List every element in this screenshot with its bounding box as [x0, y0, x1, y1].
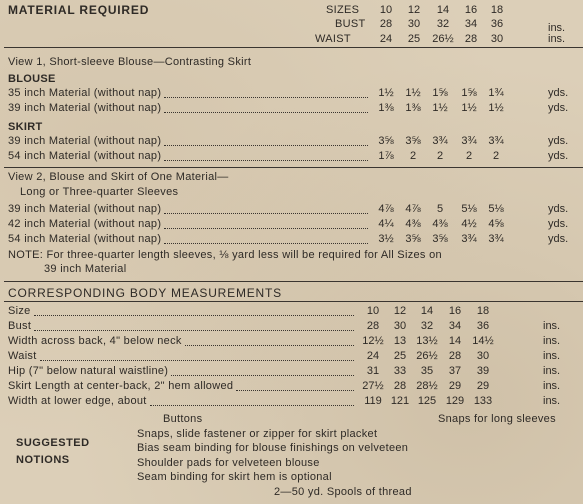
view2-unit: yds. [548, 203, 569, 215]
body-unit: ins. [543, 365, 561, 377]
skirt-cell: 3¾ [488, 135, 504, 147]
sizes-label: SIZES [326, 4, 360, 16]
body-row-label: Size [8, 305, 31, 317]
skirt-row-leader [164, 160, 368, 161]
view2-cell: 4⅜ [432, 218, 448, 230]
blouse-unit: yds. [548, 102, 569, 114]
header-waist-value: 30 [490, 33, 504, 45]
blouse-row-label: 35 inch Material (without nap) [8, 87, 162, 99]
body-row-label: Skirt Length at center-back, 2" hem allowed [8, 380, 234, 392]
header-waist-value: 25 [407, 33, 421, 45]
skirt-cell: 2 [465, 150, 473, 162]
body-row-leader [171, 375, 354, 376]
view2-row-leader [164, 213, 368, 214]
body-cell: 28 [448, 350, 462, 362]
blouse-cell: 1⅜ [378, 102, 394, 114]
body-cell: 24 [366, 350, 380, 362]
view2-unit: yds. [548, 233, 569, 245]
note-line1: NOTE: For three-quarter length sleeves, ⅛ yard less will be required for All Sizes on [8, 249, 442, 261]
view2-row-label: 42 inch Material (without nap) [8, 218, 162, 230]
header-bust-value: 32 [436, 18, 450, 30]
notions-label-line2: NOTIONS [16, 454, 70, 466]
body-cell: 28 [393, 380, 407, 392]
body-unit: ins. [543, 335, 561, 347]
body-cell: 27½ [362, 380, 384, 392]
blouse-cell: 1½ [461, 102, 477, 114]
blouse-unit: yds. [548, 87, 569, 99]
view2-cell: 4⅞ [405, 203, 421, 215]
blouse-cell: 1½ [432, 102, 448, 114]
view2-cell: 3⅝ [432, 233, 448, 245]
body-cell: 30 [476, 350, 490, 362]
body-cell: 39 [476, 365, 490, 377]
body-cell: 12 [393, 305, 407, 317]
notion-item: 2—50 yd. Spools of thread [274, 485, 412, 498]
body-cell: 119 [364, 395, 382, 407]
body-cell: 26½ [416, 350, 438, 362]
body-cell: 129 [445, 395, 465, 407]
body-unit: ins. [543, 320, 561, 332]
notion-item: Buttons [163, 413, 203, 425]
body-row-leader [150, 405, 354, 406]
blouse-row-leader [164, 112, 368, 113]
body-cell: 35 [420, 365, 434, 377]
snaps-note: Snaps for long sleeves [438, 413, 556, 425]
blouse-cell: 1⅝ [432, 87, 448, 99]
body-row-label: Bust [8, 320, 32, 332]
body-cell: 36 [476, 320, 490, 332]
notions-label-line1: SUGGESTED [16, 437, 90, 449]
body-row-label: Waist [8, 350, 37, 362]
note-line2: 39 inch Material [44, 263, 127, 275]
header-bust-value: 30 [407, 18, 421, 30]
body-cell: 18 [476, 305, 490, 317]
body-cell: 14 [448, 335, 462, 347]
body-cell: 121 [390, 395, 410, 407]
skirt-cell: 2 [436, 150, 444, 162]
header-bust-unit: ins. [548, 22, 566, 34]
view2-row-label: 39 inch Material (without nap) [8, 203, 162, 215]
skirt-cell: 2 [492, 150, 500, 162]
divider-line [4, 301, 583, 302]
view2-cell: 5 [436, 203, 444, 215]
body-cell: 34 [448, 320, 462, 332]
waist-label: WAIST [315, 33, 351, 45]
divider-line [4, 47, 583, 48]
body-cell: 33 [393, 365, 407, 377]
header-size-value: 18 [490, 4, 504, 16]
notion-item: Shoulder pads for velveteen blouse [137, 456, 320, 469]
view2-cell: 3⅝ [405, 233, 421, 245]
header-size-value: 12 [407, 4, 421, 16]
header-waist-value: 28 [464, 33, 478, 45]
skirt-cell: 3¾ [461, 135, 477, 147]
body-cell: 29 [448, 380, 462, 392]
skirt-cell: 3¾ [432, 135, 448, 147]
body-cell: 13 [393, 335, 407, 347]
header-size-value: 16 [464, 4, 478, 16]
skirt-cell: 2 [409, 150, 417, 162]
body-cell: 28 [366, 320, 380, 332]
body-row-leader [34, 315, 354, 316]
body-cell: 37 [448, 365, 462, 377]
blouse-cell: 1½ [378, 87, 394, 99]
blouse-cell: 1⅝ [461, 87, 477, 99]
header-waist-value: 26½ [432, 33, 454, 45]
view2-row-leader [164, 228, 368, 229]
skirt-row-label: 39 inch Material (without nap) [8, 135, 162, 147]
view2-cell: 4½ [461, 218, 477, 230]
body-row-label: Width at lower edge, about [8, 395, 147, 407]
body-cell: 10 [366, 305, 380, 317]
body-cell: 31 [366, 365, 380, 377]
body-cell: 12½ [362, 335, 384, 347]
skirt-row-label: 54 inch Material (without nap) [8, 150, 162, 162]
blouse-cell: 1⅜ [405, 102, 421, 114]
body-row-label: Hip (7" below natural waistline) [8, 365, 169, 377]
view2-title-line2: Long or Three-quarter Sleeves [20, 186, 179, 198]
body-cell: 14 [420, 305, 434, 317]
material-required-title: MATERIAL REQUIRED [8, 3, 150, 17]
notion-item: Bias seam binding for blouse finishings on velveteen [137, 442, 409, 454]
body-cell: 125 [417, 395, 437, 407]
skirt-label: SKIRT [8, 121, 43, 133]
blouse-cell: 1½ [488, 102, 504, 114]
body-measurements-title: CORRESPONDING BODY MEASUREMENTS [8, 286, 282, 300]
skirt-unit: yds. [548, 150, 569, 162]
skirt-cell: 1⅞ [378, 150, 394, 162]
body-unit: ins. [543, 350, 561, 362]
view2-cell: 4⅜ [405, 218, 421, 230]
body-cell: 16 [448, 305, 462, 317]
skirt-cell: 3⅝ [405, 135, 421, 147]
view2-cell: 5⅛ [488, 203, 504, 215]
body-cell: 32 [420, 320, 434, 332]
view2-unit: yds. [548, 218, 569, 230]
skirt-row-leader [164, 145, 368, 146]
body-unit: ins. [543, 395, 561, 407]
view2-title-line1: View 2, Blouse and Skirt of One Material— [8, 171, 229, 183]
body-cell: 13½ [416, 335, 438, 347]
view2-cell: 4¼ [378, 218, 394, 230]
body-row-label: Width across back, 4" below neck [8, 335, 182, 347]
body-cell: 29 [476, 380, 490, 392]
notion-item: Snaps, slide fastener or zipper for skirt placket [137, 427, 378, 440]
header-waist-unit: ins. [548, 33, 566, 45]
view2-cell: 5⅛ [461, 203, 477, 215]
header-size-value: 10 [379, 4, 393, 16]
body-cell: 25 [393, 350, 407, 362]
header-size-value: 14 [436, 4, 450, 16]
body-cell: 133 [473, 395, 493, 407]
bust-label: BUST [335, 18, 366, 30]
body-row-leader [34, 330, 354, 331]
notion-item: Seam binding for skirt hem is optional [137, 471, 332, 483]
body-unit: ins. [543, 380, 561, 392]
divider-line [4, 281, 583, 282]
view2-cell: 3½ [378, 233, 394, 245]
blouse-row-leader [164, 97, 368, 98]
body-cell: 30 [393, 320, 407, 332]
body-row-leader [185, 345, 354, 346]
blouse-row-label: 39 inch Material (without nap) [8, 102, 162, 114]
body-row-leader [236, 390, 354, 391]
divider-line [4, 167, 583, 168]
blouse-label: BLOUSE [8, 73, 56, 85]
body-cell: 28½ [416, 380, 438, 392]
header-bust-value: 28 [379, 18, 393, 30]
view2-cell: 4⅞ [378, 203, 394, 215]
view2-cell: 4⅝ [488, 218, 504, 230]
blouse-cell: 1½ [405, 87, 421, 99]
view2-cell: 3¾ [488, 233, 504, 245]
view2-row-leader [164, 243, 368, 244]
skirt-cell: 3⅝ [378, 135, 394, 147]
header-bust-value: 34 [464, 18, 478, 30]
header-bust-value: 36 [490, 18, 504, 30]
header-waist-value: 24 [379, 33, 393, 45]
view2-row-label: 54 inch Material (without nap) [8, 233, 162, 245]
body-cell: 14½ [472, 335, 494, 347]
skirt-unit: yds. [548, 135, 569, 147]
view1-title: View 1, Short-sleeve Blouse—Contrasting Skirt [8, 56, 252, 68]
body-row-leader [40, 360, 354, 361]
blouse-cell: 1¾ [488, 87, 504, 99]
view2-cell: 3¾ [461, 233, 477, 245]
